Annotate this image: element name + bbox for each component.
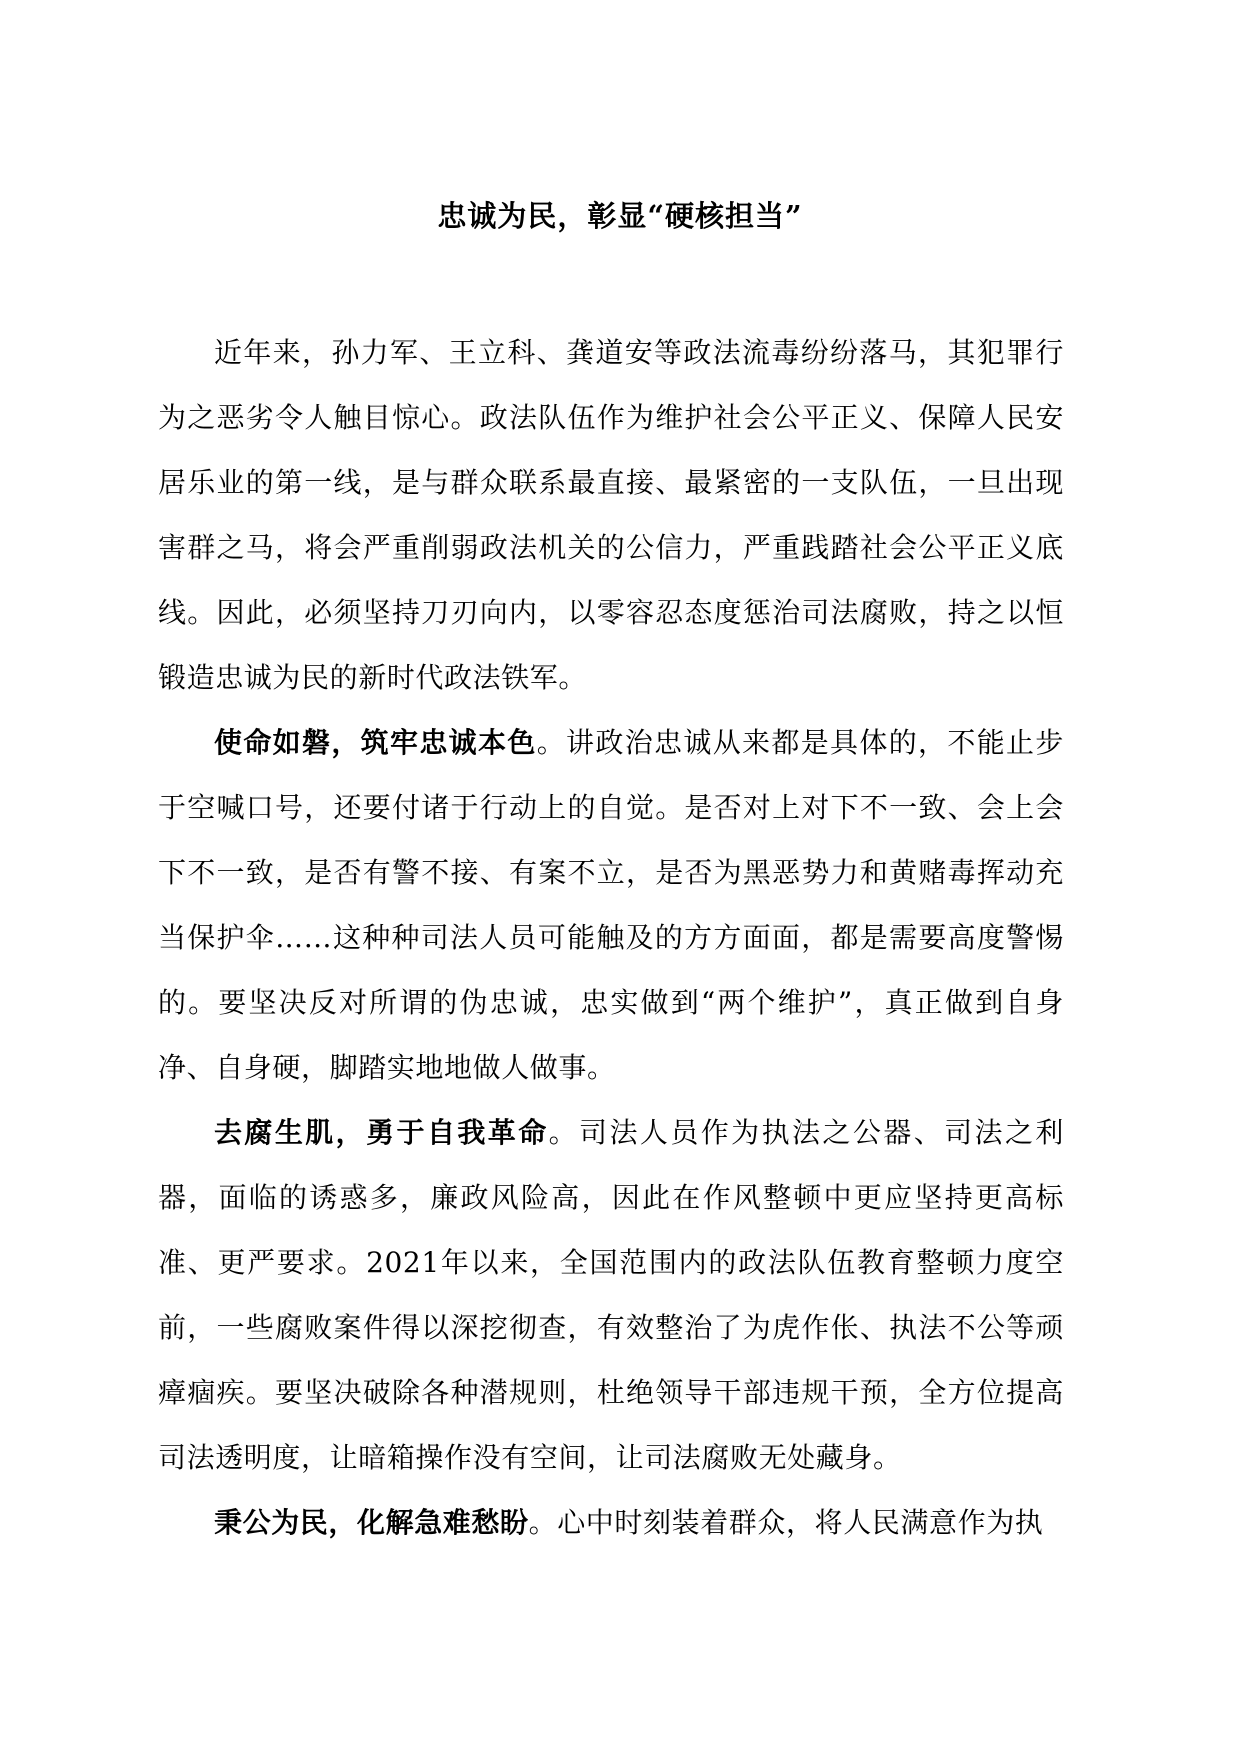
paragraph-mission <box>158 710 1064 1100</box>
paragraph-text: 。讲政治忠诚从来都是具体的，不能止步于空喊口号，还要付诸于行动上的自觉。是否对上对下不一致、会上会下不一致，是否有警不接、有案不立，是否为黑恶势力和黄赌毒挥动充当保护伞……这种种司法人员可能触及的方方面面，都是需要高度警惕的。要坚决反对所谓的伪忠诚，忠实做到“两个维护”，真正做到自身净、自身硬，脚踏实地地做人做事。 <box>158 726 1064 1084</box>
paragraph-lead: 使命如磐，筑牢忠诚本色 <box>214 726 537 759</box>
document-body <box>158 320 1064 1555</box>
paragraph-text: 。心中时刻装着群众，将人民满意作为执 <box>528 1506 1044 1539</box>
document-title: 忠诚为民，彰显“硬核担当” <box>437 199 803 233</box>
paragraph-lead: 秉公为民，化解急难愁盼 <box>214 1506 529 1539</box>
paragraph-intro <box>158 320 1064 710</box>
paragraph-self-revolution <box>158 1100 1064 1490</box>
paragraph-lead: 去腐生肌，勇于自我革命 <box>214 1116 549 1149</box>
paragraph-text: 近年来，孙力军、王立科、龚道安等政法流毒纷纷落马，其犯罪行为之恶劣令人触目惊心。政法队伍作为维护社会公平正义、保障人民安居乐业的第一线，是与群众联系最直接、最紧密的一支队伍，一旦出现害群之马，将会严重削弱政法机关的公信力，严重践踏社会公平正义底线。因此，必须坚持刀刃向内，以零容忍态度惩治司法腐败，持之以恒锻造忠诚为民的新时代政法铁军。 <box>158 336 1064 694</box>
paragraph-serve-people <box>158 1490 1064 1555</box>
paragraph-text: 。司法人员作为执法之公器、司法之利器，面临的诱惑多，廉政风险高，因此在作风整顿中更应坚持更高标准、更严要求。2021年以来，全国范围内的政法队伍教育整顿力度空前，一些腐败案件得以深挖彻查，有效整治了为虎作伥、执法不公等顽瘴痼疾。要坚决破除各种潜规则，杜绝领导干部违规干预，全方位提高司法透明度，让暗箱操作没有空间，让司法腐败无处藏身。 <box>158 1116 1064 1474</box>
